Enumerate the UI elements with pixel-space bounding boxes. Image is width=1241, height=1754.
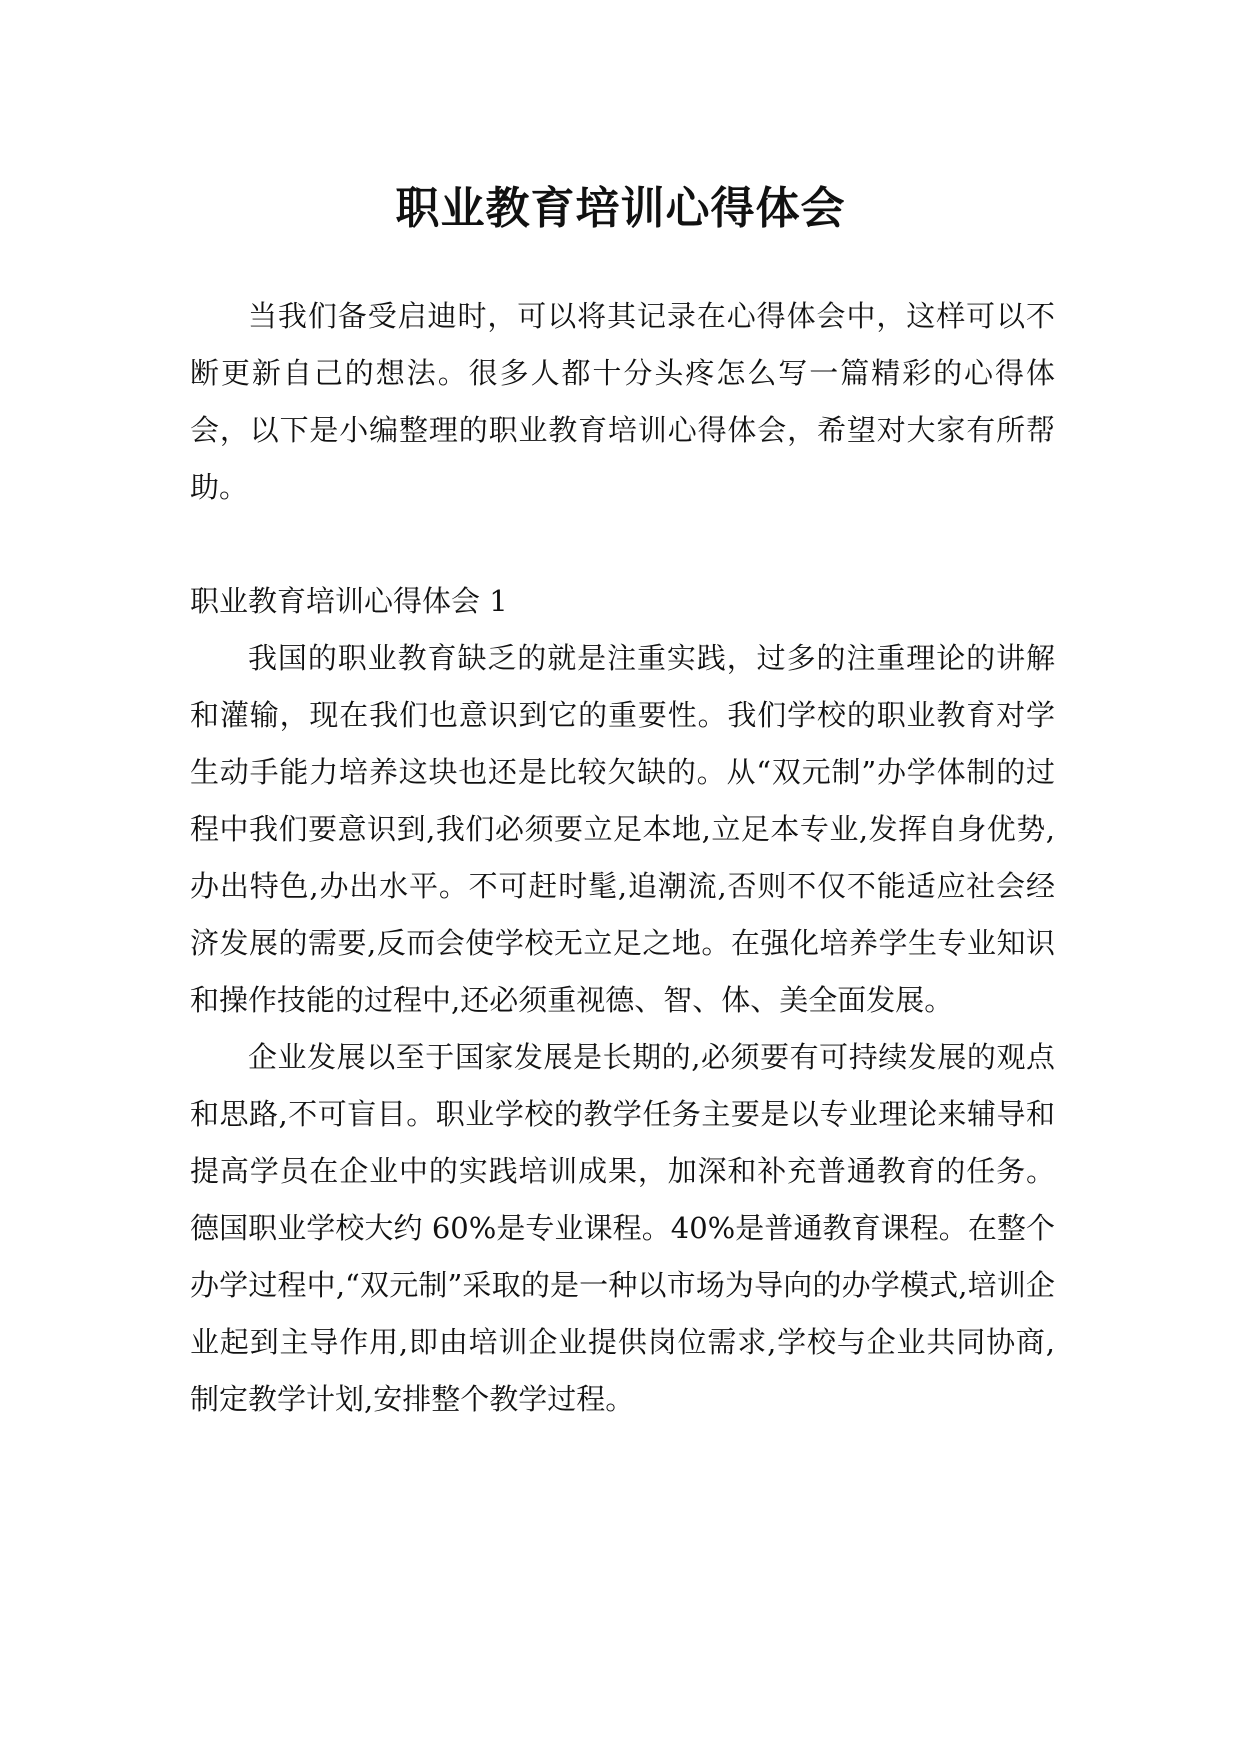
- document-title: 职业教育培训心得体会: [395, 183, 846, 235]
- body-paragraph-1: 我国的职业教育缺乏的就是注重实践，过多的注重理论的讲解和灌输，现在我们也意识到它的重要性。我们学校的职业教育对学生动手能力培养这块也还是比较欠缺的。从“双元制”办学体制的过程中我们要意识到,我们必须要立足本地,立足本专业,发挥自身优势,办出特色,办出水平。不可赶时髦,追潮流,否则不仅不能适应社会经济发展的需要,反而会使学校无立足之地。在强化培养学生专业知识和操作技能的过程中,还必须重视德、智、体、美全面发展。: [190, 641, 1055, 1017]
- document-body: [190, 288, 1055, 1428]
- section-heading: 职业教育培训心得体会 1: [190, 584, 508, 618]
- intro-paragraph: 当我们备受启迪时，可以将其记录在心得体会中，这样可以不断更新自己的想法。很多人都十分头疼怎么写一篇精彩的心得体会，以下是小编整理的职业教育培训心得体会，希望对大家有所帮助。: [190, 299, 1055, 504]
- body-paragraph-2: 企业发展以至于国家发展是长期的,必须要有可持续发展的观点和思路,不可盲目。职业学校的教学任务主要是以专业理论来辅导和提高学员在企业中的实践培训成果，加深和补充普通教育的任务。德国职业学校大约 60%是专业课程。40%是普通教育课程。在整个办学过程中,“双元制”采取的是一种以市场为导向的办学模式,培训企业起到主导作用,即由培训企业提供岗位需求,学校与企业共同协商,制定教学计划,安排整个教学过程。: [190, 1040, 1055, 1416]
